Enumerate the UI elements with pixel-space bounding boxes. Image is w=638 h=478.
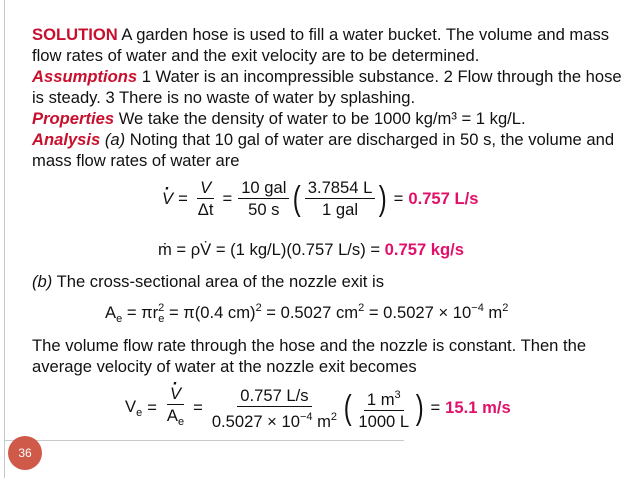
eq1-fraction-gal-s: $\frac{\text{10 gal}}{50 s}$ bbox=[238, 178, 289, 219]
eq1-lhs: · V bbox=[162, 189, 173, 209]
equation-exit-velocity: $V_e$ = · $\frac{V}{A_e}$ = $\frac{0.757 L/s}{0.5027 \times 10^{-4} m^2}$ ( $\frac{1 m^3}{1000 L}$ ) = 15.1 m/s bbox=[125, 384, 511, 432]
properties-label: Properties bbox=[32, 109, 115, 128]
eq4-fraction-conversion: $\frac{1 m^3}{1000 L}$ bbox=[355, 386, 412, 431]
equation-area: $A_e = \pi r^2_e = \pi(0.4$ cm)$^2$ = 0.5027 $cm^2 = 0.5027 \times 10^{-4}$ $m^2$ bbox=[105, 302, 509, 325]
eq4-result: 15.1 m/s bbox=[445, 398, 511, 417]
eq1-result: 0.757 L/s bbox=[408, 188, 479, 208]
eq1-right-paren: ) bbox=[379, 179, 387, 218]
analysis-label: Analysis bbox=[32, 130, 101, 149]
eq1-left-paren: ( bbox=[293, 179, 302, 218]
eq1-fraction-v-dt: $\frac{V}{\Delta t}$ bbox=[197, 178, 214, 219]
assumptions-paragraph bbox=[32, 66, 622, 108]
equation-mass-flow bbox=[158, 240, 464, 260]
solution-body: A garden hose is used to fill a water bucket. The volume and mass flow rates of water and the exit velocity are to be determined. bbox=[32, 25, 610, 65]
assumptions-body: 1 Water is an incompressible substance. 2 Flow through the hose is steady. 3 There is no waste of water by splashing. bbox=[32, 67, 622, 107]
part-b-label: (b) bbox=[32, 272, 53, 291]
analysis-body: Noting that 10 gal of water are discharged in 50 s, the volume and mass flow rates of water are bbox=[32, 130, 615, 170]
solution-text bbox=[32, 24, 622, 171]
analysis-part-a: (a) bbox=[100, 130, 126, 149]
eq4-lhs: $V_e$ bbox=[125, 397, 143, 419]
assumptions-label: Assumptions bbox=[32, 67, 138, 86]
analysis-paragraph bbox=[32, 129, 622, 171]
slide-left-rule bbox=[4, 0, 5, 478]
eq1-equals: = bbox=[178, 188, 188, 208]
equation-volume-flow: · V = $\frac{V}{\Delta t}$ = $\frac{\text{10 gal}}{50 s}$ ( $\frac{3.7854 L}{\text{1 gal}}$ ) = 0.757 L/s bbox=[162, 178, 478, 219]
eq1-fraction-conversion: $\frac{3.7854 L}{\text{1 gal}}$ bbox=[305, 178, 376, 219]
eq2-expression: ṁ = ρV̇ = (1 kg/L)(0.757 L/s) = bbox=[158, 240, 385, 259]
properties-paragraph bbox=[32, 108, 622, 129]
slide-bottom-rule bbox=[4, 440, 404, 441]
eq4-fraction-v-a: · $\frac{V}{A_e}$ bbox=[164, 384, 187, 432]
part-b-body: The cross-sectional area of the nozzle exit is bbox=[52, 272, 385, 291]
eq4-right-paren: ) bbox=[415, 389, 424, 427]
velocity-paragraph: The volume flow rate through the hose and the nozzle is constant. Then the average velocity of water at the nozzle exit becomes bbox=[32, 336, 587, 376]
eq2-result: 0.757 kg/s bbox=[384, 240, 464, 259]
page-number-badge: 36 bbox=[8, 436, 42, 470]
properties-body: We take the density of water to be 1000 kg/m³ = 1 kg/L. bbox=[114, 109, 526, 128]
solution-paragraph bbox=[32, 24, 622, 66]
eq4-left-paren: ( bbox=[343, 389, 352, 427]
part-b-paragraph bbox=[32, 272, 384, 292]
eq4-fraction-flow-area: $\frac{0.757 L/s}{0.5027 \times 10^{-4} m^2}$ bbox=[211, 385, 338, 431]
solution-label: SOLUTION bbox=[32, 25, 118, 44]
